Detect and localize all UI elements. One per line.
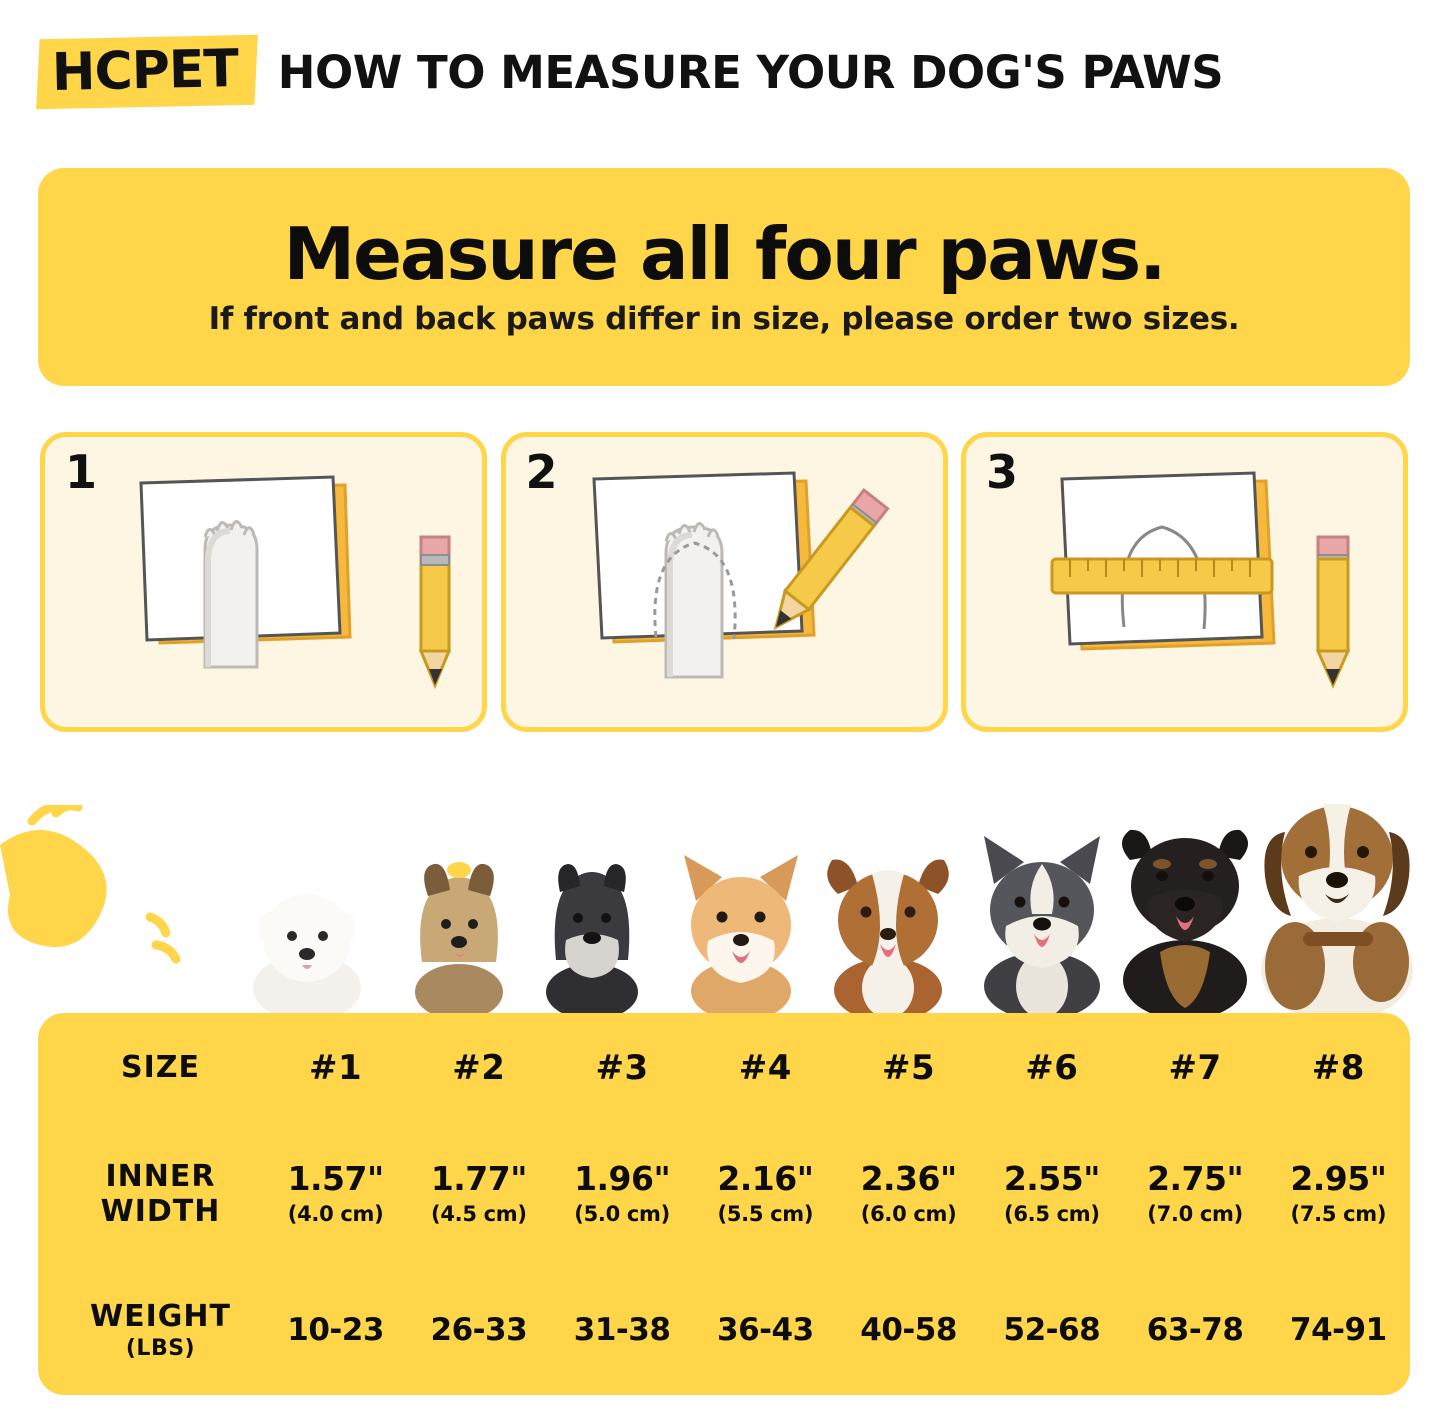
inner-width-inch: 2.36" <box>860 1159 957 1199</box>
inner-width-cm: (5.5 cm) <box>717 1201 814 1226</box>
inner-width-cm: (4.0 cm) <box>287 1201 384 1226</box>
inner-width-cm: (5.0 cm) <box>574 1201 670 1226</box>
weight-cell: 31-38 <box>573 1311 671 1348</box>
size-chart-table <box>38 1013 1410 1395</box>
inner-width-inch: 1.77" <box>430 1159 527 1199</box>
step-card-1 <box>40 432 487 732</box>
page-title: HOW TO MEASURE YOUR DOG'S PAWS <box>277 45 1224 99</box>
table-row-inner-width <box>38 1122 1410 1264</box>
dog-saint-bernard <box>1245 780 1430 1020</box>
step-number: 3 <box>986 445 1019 499</box>
weight-cell: 10-23 <box>287 1311 384 1348</box>
steps-row <box>40 432 1408 722</box>
page-header <box>38 22 1408 122</box>
inner-width-cell <box>1124 1122 1267 1264</box>
step-number: 1 <box>65 445 98 499</box>
paw-on-paper-icon <box>45 437 482 727</box>
inner-width-inch: 1.96" <box>574 1159 671 1199</box>
banner-headline: Measure all four paws. <box>283 212 1165 297</box>
size-cell: #8 <box>1311 1047 1365 1088</box>
inner-width-inch: 1.57" <box>287 1159 384 1199</box>
row-label-inner-width-line1: INNER <box>105 1158 216 1194</box>
dog-bichon-frise <box>232 870 382 1020</box>
dog-breed-strip <box>0 745 1445 1020</box>
inner-width-inch: 2.95" <box>1290 1159 1387 1199</box>
brand-name: HCPET <box>51 39 239 103</box>
ruler-measuring-outline-icon <box>966 437 1403 727</box>
inner-width-cm: (7.0 cm) <box>1147 1201 1243 1226</box>
step-number: 2 <box>525 445 558 499</box>
weight-cell: 74-91 <box>1290 1311 1387 1348</box>
size-cell: #2 <box>452 1047 506 1088</box>
brand-badge <box>36 35 257 110</box>
size-cell: #6 <box>1025 1047 1079 1088</box>
weight-cell: 63-78 <box>1146 1311 1244 1348</box>
size-cell: #3 <box>595 1047 649 1088</box>
step-card-3 <box>961 432 1408 732</box>
row-label-weight-text: WEIGHT <box>90 1298 231 1334</box>
weight-cell: 26-33 <box>430 1311 528 1348</box>
dog-schnauzer <box>522 852 662 1020</box>
inner-width-cell <box>694 1122 837 1264</box>
inner-width-cell <box>837 1122 980 1264</box>
inner-width-inch: 2.16" <box>717 1159 814 1199</box>
weight-cell: 52-68 <box>1003 1311 1101 1348</box>
size-cell: #1 <box>309 1047 363 1088</box>
inner-width-cm: (4.5 cm) <box>431 1201 527 1226</box>
inner-width-cm: (6.0 cm) <box>860 1201 957 1226</box>
row-label-inner-width <box>38 1122 264 1264</box>
inner-width-cell <box>1267 1122 1410 1264</box>
row-label-inner-width-line2: WIDTH <box>100 1193 221 1229</box>
row-label-weight-unit: (LBS) <box>125 1335 196 1361</box>
inner-width-cell <box>407 1122 550 1264</box>
inner-width-cell <box>980 1122 1123 1264</box>
inner-width-cell <box>264 1122 407 1264</box>
row-label-size: SIZE <box>120 1050 200 1086</box>
dog-yorkshire-terrier <box>392 852 527 1020</box>
inner-width-cell <box>551 1122 694 1264</box>
size-cell: #4 <box>738 1047 792 1088</box>
inner-width-cm: (7.5 cm) <box>1290 1201 1387 1226</box>
row-label-weight <box>38 1265 264 1395</box>
swoosh-icon <box>0 805 210 985</box>
weight-cell: 36-43 <box>717 1311 814 1348</box>
inner-width-inch: 2.75" <box>1147 1159 1244 1199</box>
weight-cell: 40-58 <box>860 1311 957 1348</box>
dog-shiba-inu <box>664 845 819 1020</box>
inner-width-cm: (6.5 cm) <box>1004 1201 1100 1226</box>
table-row-size <box>38 1013 1410 1122</box>
step-card-2 <box>501 432 948 732</box>
banner-subtext: If front and back paws differ in size, please order two sizes. <box>208 300 1240 337</box>
table-row-weight <box>38 1265 1410 1395</box>
inner-width-inch: 2.55" <box>1003 1159 1100 1199</box>
measure-banner <box>38 168 1410 386</box>
size-cell: #5 <box>882 1047 936 1088</box>
size-cell: #7 <box>1168 1047 1222 1088</box>
dog-australian-shepherd <box>808 838 968 1020</box>
pencil-tracing-paw-icon <box>506 437 943 727</box>
